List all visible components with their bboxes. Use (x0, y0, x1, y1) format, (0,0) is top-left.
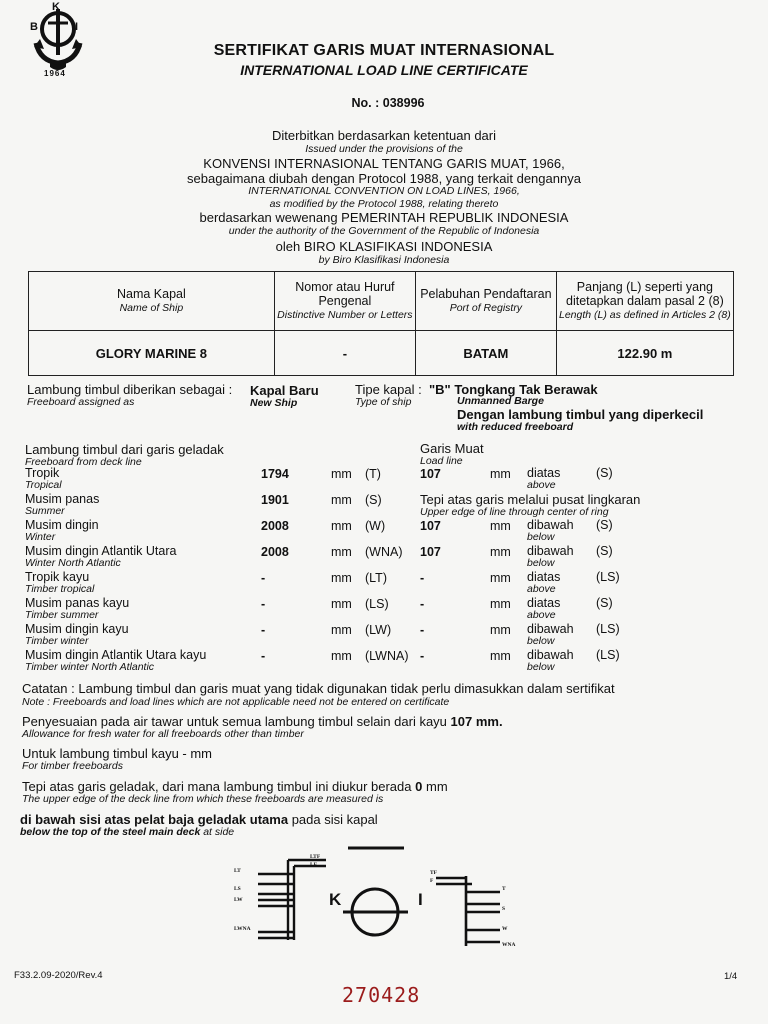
preamble-line: Issued under the provisions of the (305, 143, 463, 155)
freeboard-row (0, 466, 768, 492)
freeboard-code: (T) (365, 467, 381, 481)
freeboard-name: Musim panas (25, 492, 100, 506)
freeboard-value: 2008 (261, 519, 289, 533)
freeboard-code: (WNA) (365, 545, 403, 559)
diagram-label-left: LT (234, 868, 241, 874)
ring-note-en: Upper edge of line through center of ring (420, 506, 609, 518)
freeboard-name-en: Timber summer (25, 609, 99, 621)
certificate-number: No. : 038996 (351, 96, 425, 110)
diagram-label-left: LF (310, 862, 318, 868)
ring-letter: I (418, 890, 423, 909)
freeboard-name-en: Timber winter (25, 635, 89, 647)
certificate-title-english: INTERNATIONAL LOAD LINE CERTIFICATE (240, 62, 528, 78)
preamble-line: Diterbitkan berdasarkan ketentuan dari (271, 128, 497, 143)
loadline-reference: (LS) (596, 648, 620, 662)
preamble-line: INTERNATIONAL CONVENTION ON LOAD LINES, 1966, (248, 185, 520, 197)
preamble-line: by Biro Klasifikasi Indonesia (318, 254, 450, 266)
freeboard-name-en: Timber tropical (25, 583, 95, 595)
loadline-header: Garis Muat (420, 441, 484, 456)
certificate-title: SERTIFIKAT GARIS MUAT INTERNASIONAL (213, 42, 555, 59)
fresh-water-allowance-en: Allowance for fresh water for all freeboards other than timber (22, 728, 304, 740)
freeboard-row (0, 622, 768, 648)
freeboard-name-en: Summer (25, 505, 65, 517)
freeboard-value: 1794 (261, 467, 289, 481)
freeboard-code: (S) (365, 493, 382, 507)
deck-line-unit: mm (425, 779, 448, 794)
diagram-label-left: LWNA (234, 926, 251, 932)
port-of-registry-value: BATAM (416, 331, 557, 376)
loadline-reference: (S) (596, 466, 613, 480)
preamble-line: KONVENSI INTERNASIONAL TENTANG GARIS MUAT, 1966, (203, 156, 565, 171)
ship-type-value: "B" Tongkang Tak Berawak (429, 382, 598, 397)
loadline-unit: mm (490, 545, 511, 559)
timber-load-line-mark (258, 860, 326, 940)
steel-deck-en-rest: at side (203, 826, 235, 838)
freeboard-row (0, 544, 768, 570)
loadline-position-en: below (527, 661, 555, 673)
load-line-mark-diagram (228, 842, 528, 962)
steel-deck-note (20, 812, 378, 827)
note-text-en: Note : Freeboards and load lines which are not applicable need not be entered on certificate (22, 696, 450, 708)
ship-particulars-table (28, 271, 734, 376)
freeboard-code: (W) (365, 519, 386, 533)
loadline-position-en: below (527, 557, 555, 569)
page-number: 1/4 (724, 971, 738, 982)
form-code: F33.2.09-2020/Rev.4 (14, 970, 103, 981)
ring-note: Tepi atas garis melalui pusat lingkaran (420, 492, 641, 507)
deck-line-note (22, 779, 448, 794)
loadline-value: - (420, 571, 425, 585)
loadline-position-en: above (527, 583, 556, 595)
loadline-position: dibawah (527, 648, 574, 662)
freeboard-code: (LW) (365, 623, 392, 637)
preamble-line: under the authority of the Government of the Republic of Indonesia (228, 225, 540, 237)
note-text: Catatan : Lambung timbul dan garis muat yang tidak digunakan tidak perlu dimasukkan dalam sertifikat (22, 681, 615, 696)
freeboard-row (0, 648, 768, 674)
ring-letter: K (329, 890, 342, 909)
preamble-line: as modified by the Protocol 1988, relating thereto (269, 198, 499, 210)
loadline-reference: (S) (596, 518, 613, 532)
freeboard-name: Musim dingin kayu (25, 622, 129, 636)
diagram-label-left: LTF (310, 854, 321, 860)
steel-deck-rest: pada sisi kapal (291, 812, 378, 827)
freeboard-name: Musim panas kayu (25, 596, 130, 610)
deck-line-note-en: The upper edge of the deck line from which these freeboards are measured is (22, 793, 384, 805)
loadline-header-en: Load line (420, 455, 463, 467)
freeboard-name-en: Timber winter North Atlantic (25, 661, 155, 673)
header-ship-name: Nama Kapal Name of Ship (29, 272, 275, 331)
loadline-position: dibawah (527, 518, 574, 532)
loadline-value: 107 (420, 519, 441, 533)
preamble-line: berdasarkan wewenang PEMERINTAH REPUBLIK INDONESIA (199, 210, 569, 225)
loadline-value: - (420, 649, 425, 663)
diagram-label-right: WNA (502, 942, 516, 948)
freeboard-value: - (261, 623, 266, 637)
freeboard-unit: mm (331, 649, 352, 663)
freeboard-code: (LWNA) (365, 649, 409, 663)
freeboard-name-en: Winter (25, 531, 56, 543)
timber-freeboard-en: For timber freeboards (22, 760, 123, 772)
freeboard-value: - (261, 571, 266, 585)
length-value: 122.90 m (556, 331, 733, 376)
loadline-value: 107 (420, 545, 441, 559)
diagram-label-right: W (502, 926, 508, 932)
loadline-unit: mm (490, 519, 511, 533)
deck-line-value: 0 (415, 779, 423, 794)
loadline-unit: mm (490, 649, 511, 663)
freeboard-row (0, 492, 768, 518)
freeboard-unit: mm (331, 623, 352, 637)
steel-deck-note-en (20, 826, 234, 838)
preamble-line: oleh BIRO KLASIFIKASI INDONESIA (275, 239, 493, 254)
freeboard-name-en: Tropical (25, 479, 62, 491)
ship-type-value-en: Unmanned Barge (457, 395, 544, 407)
freeboard-assigned-value: Kapal Baru (250, 383, 319, 398)
freeboard-assigned-value-en: New Ship (250, 397, 298, 409)
diagram-label-right: S (502, 906, 506, 912)
diagram-label-left: LS (234, 886, 241, 892)
loadline-reference: (S) (596, 544, 613, 558)
diagram-label-right: F (430, 878, 434, 884)
logo-letter-i: I (75, 21, 79, 33)
diagram-label-right: T (502, 886, 506, 892)
freeboard-value: - (261, 597, 266, 611)
freeboard-row (0, 596, 768, 622)
freeboard-name: Musim dingin (25, 518, 99, 532)
loadline-value: 107 (420, 467, 441, 481)
loadline-position: diatas (527, 466, 561, 480)
loadline-position-en: above (527, 479, 556, 491)
fresh-water-allowance (22, 714, 503, 729)
distinctive-number-value: - (274, 331, 415, 376)
steel-deck-bold: di bawah sisi atas pelat baja geladak utama (20, 812, 289, 827)
logo-letter-k: K (52, 1, 60, 13)
loadline-position: diatas (527, 570, 561, 584)
freeboard-unit: mm (331, 519, 352, 533)
logo-letter-b: B (30, 21, 38, 33)
freeboard-unit: mm (331, 597, 352, 611)
fresh-water-label: Penyesuaian pada air tawar untuk semua lambung timbul selain dari kayu (22, 714, 447, 729)
freeboard-row (0, 570, 768, 596)
freeboard-unit: mm (331, 545, 352, 559)
loadline-unit: mm (490, 597, 511, 611)
ship-type-label: Tipe kapal : (355, 382, 422, 397)
loadline-position: dibawah (527, 544, 574, 558)
deck-line-label: Tepi atas garis geladak, dari mana lambung timbul ini diukur berada (22, 779, 412, 794)
freeboard-unit: mm (331, 493, 352, 507)
freeboard-code: (LT) (365, 571, 387, 585)
loadline-position-en: below (527, 635, 555, 647)
freeboard-name: Tropik kayu (25, 570, 90, 584)
freeboard-assigned-label: Lambung timbul diberikan sebagai : (27, 382, 233, 397)
loadline-reference: (LS) (596, 570, 620, 584)
freeboard-assigned-label-en: Freeboard assigned as (27, 396, 135, 408)
loadline-position-en: below (527, 531, 555, 543)
load-line-mark (436, 876, 500, 946)
freeboard-code: (LS) (365, 597, 389, 611)
diagram-label-right: TF (430, 870, 438, 876)
ship-type-note: Dengan lambung timbul yang diperkecil (457, 407, 704, 422)
preamble-line: sebagaimana diubah dengan Protocol 1988, yang terkait dengannya (187, 171, 581, 186)
freeboard-name: Musim dingin Atlantik Utara kayu (25, 648, 207, 662)
freeboard-value: - (261, 649, 266, 663)
ship-type-label-en: Type of ship (355, 396, 412, 408)
loadline-value: - (420, 597, 425, 611)
header-length: Panjang (L) seperti yang ditetapkan dalam pasal 2 (8) Length (L) as defined in Articles 2 (8) (556, 272, 733, 331)
loadline-unit: mm (490, 623, 511, 637)
diagram-label-left: LW (234, 897, 243, 903)
freeboard-header: Lambung timbul dari garis geladak (25, 442, 224, 457)
loadline-position-en: above (527, 609, 556, 621)
loadline-position: dibawah (527, 622, 574, 636)
logo-year: 1964 (44, 69, 66, 78)
header-port-of-registry: Pelabuhan Pendaftaran Port of Registry (416, 272, 557, 331)
freeboard-unit: mm (331, 467, 352, 481)
loadline-reference: (S) (596, 596, 613, 610)
loadline-value: - (420, 623, 425, 637)
loadline-unit: mm (490, 571, 511, 585)
ship-type-note-en: with reduced freeboard (457, 421, 574, 433)
freeboard-unit: mm (331, 571, 352, 585)
loadline-position: diatas (527, 596, 561, 610)
freeboard-value: 1901 (261, 493, 289, 507)
freeboard-value: 2008 (261, 545, 289, 559)
freeboard-header-en: Freeboard from deck line (25, 456, 142, 468)
loadline-unit: mm (490, 467, 511, 481)
ship-name-value: GLORY MARINE 8 (29, 331, 275, 376)
freeboard-name: Musim dingin Atlantik Utara (25, 544, 177, 558)
loadline-reference: (LS) (596, 622, 620, 636)
steel-deck-en-bold: below the top of the steel main deck (20, 826, 201, 838)
freeboard-row (0, 518, 768, 544)
fresh-water-value: 107 mm. (450, 714, 503, 729)
freeboard-name: Tropik (25, 466, 60, 480)
serial-number: 270428 (342, 983, 421, 1007)
header-distinctive-number: Nomor atau Huruf Pengenal Distinctive Number or Letters (274, 272, 415, 331)
freeboard-name-en: Winter North Atlantic (25, 557, 121, 569)
timber-freeboard: Untuk lambung timbul kayu - mm (22, 746, 213, 761)
